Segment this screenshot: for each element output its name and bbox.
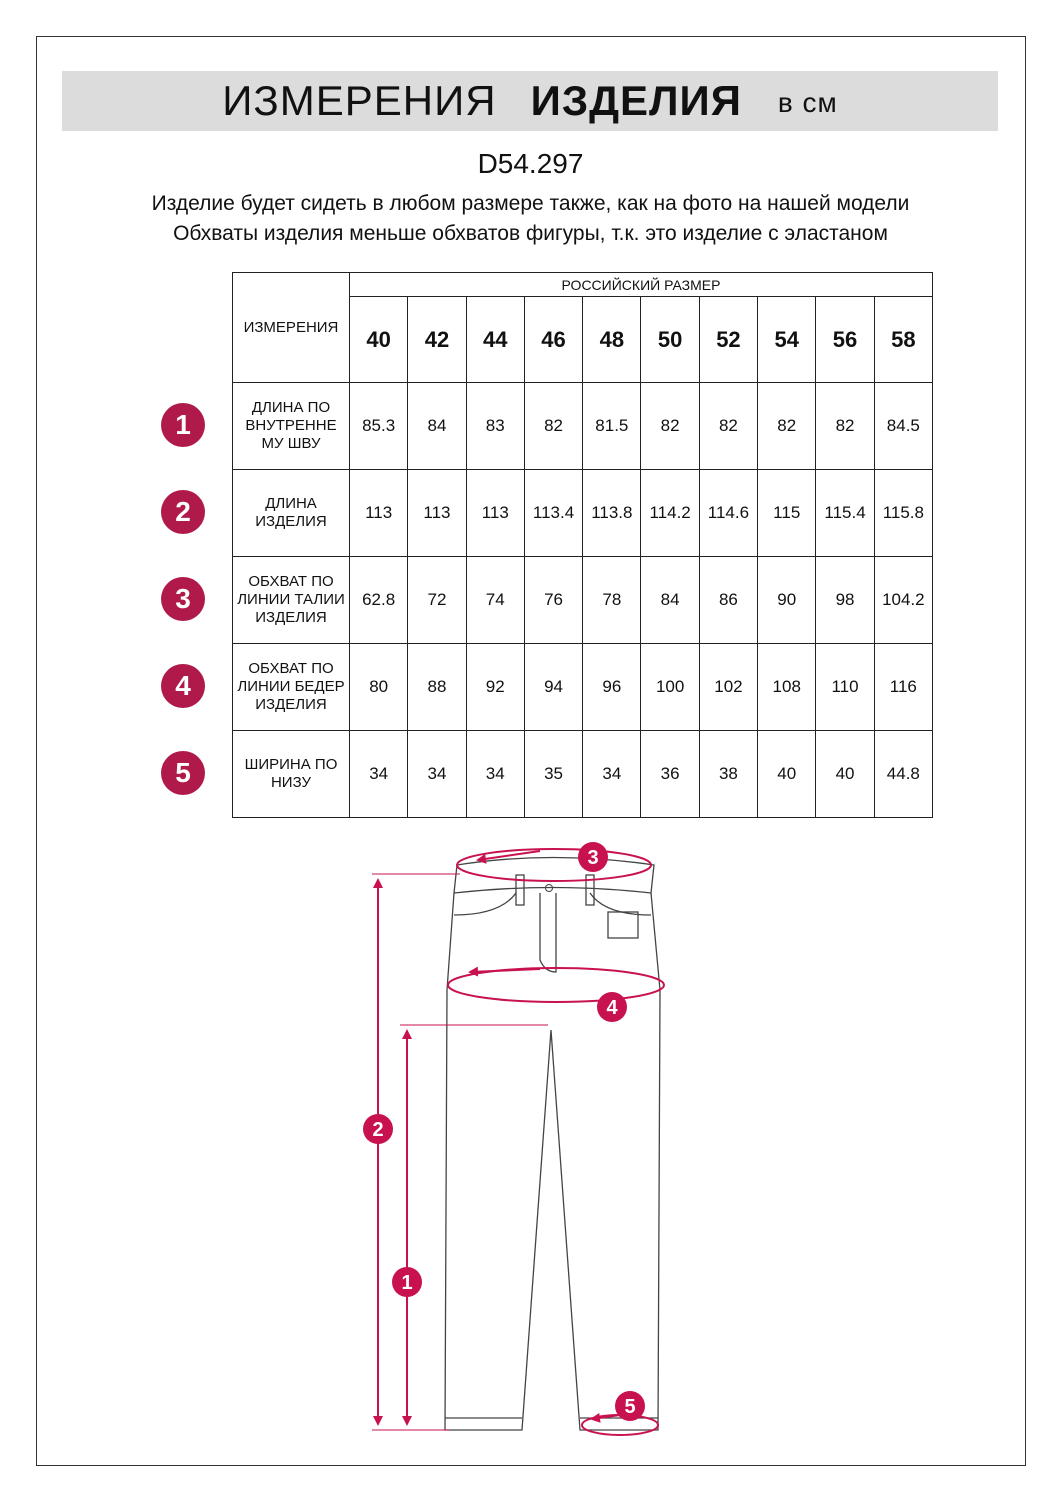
table-cell: 100: [641, 644, 699, 731]
table-cell: 113.8: [583, 470, 641, 557]
table-cell: 84: [408, 383, 466, 470]
marker-4-label: 4: [606, 997, 618, 1019]
marker-1: [392, 1267, 422, 1297]
size-header: 40: [350, 297, 408, 383]
row-badge-1: 1: [161, 403, 205, 447]
title-bold: ИЗДЕЛИЯ: [530, 77, 742, 124]
size-header: 56: [816, 297, 874, 383]
table-cell: 82: [524, 383, 582, 470]
table-cell: 114.2: [641, 470, 699, 557]
model-code: D54.297: [477, 148, 584, 179]
marker-2: [363, 1114, 393, 1144]
size-header: 46: [524, 297, 582, 383]
size-header: 44: [466, 297, 524, 383]
row-label: ДЛИНА ПО ВНУТРЕННЕ МУ ШВУ: [233, 383, 350, 470]
note-elastane: Обхваты изделия меньше обхватов фигуры, т.к. это изделие с эластаном: [173, 222, 888, 245]
table-cell: 62.8: [350, 557, 408, 644]
table-cell: 34: [408, 731, 466, 818]
table-cell: 96: [583, 644, 641, 731]
measurements-header: ИЗМЕРЕНИЯ: [233, 273, 350, 383]
title-unit: в см: [777, 87, 838, 118]
marker-5: [615, 1391, 645, 1421]
size-header: 52: [699, 297, 757, 383]
row-badge-3: 3: [161, 577, 205, 621]
table-cell: 108: [758, 644, 816, 731]
table-cell: 116: [874, 644, 932, 731]
table-cell: 82: [758, 383, 816, 470]
table-cell: 81.5: [583, 383, 641, 470]
table-cell: 98: [816, 557, 874, 644]
table-cell: 114.6: [699, 470, 757, 557]
table-cell: 34: [350, 731, 408, 818]
table-cell: 84: [641, 557, 699, 644]
table-cell: 34: [466, 731, 524, 818]
waist-ellipse: [457, 849, 651, 881]
row-label: ОБХВАТ ПО ЛИНИИ ТАЛИИ ИЗДЕЛИЯ: [233, 557, 350, 644]
table-cell: 84.5: [874, 383, 932, 470]
size-header: 42: [408, 297, 466, 383]
table-cell: 85.3: [350, 383, 408, 470]
table-cell: 90: [758, 557, 816, 644]
table-cell: 78: [583, 557, 641, 644]
table-cell: 113: [466, 470, 524, 557]
table-cell: 82: [699, 383, 757, 470]
table-cell: 40: [816, 731, 874, 818]
marker-5-label: 5: [624, 1396, 636, 1418]
table-cell: 82: [641, 383, 699, 470]
row-label: ДЛИНА ИЗДЕЛИЯ: [233, 470, 350, 557]
row-badge-4: 4: [161, 664, 205, 708]
row-badge-2: 2: [161, 490, 205, 534]
table-cell: 40: [758, 731, 816, 818]
table-cell: 36: [641, 731, 699, 818]
size-header: 54: [758, 297, 816, 383]
table-cell: 35: [524, 731, 582, 818]
table-cell: 86: [699, 557, 757, 644]
table-cell: 92: [466, 644, 524, 731]
table-cell: 113: [350, 470, 408, 557]
table-cell: 115: [758, 470, 816, 557]
size-header: 48: [583, 297, 641, 383]
table-cell: 110: [816, 644, 874, 731]
marker-4: [597, 992, 627, 1022]
table-cell: 76: [524, 557, 582, 644]
table-cell: 102: [699, 644, 757, 731]
table-cell: 115.4: [816, 470, 874, 557]
size-group-header: РОССИЙСКИЙ РАЗМЕР: [350, 273, 933, 297]
table-cell: 44.8: [874, 731, 932, 818]
table-cell: 80: [350, 644, 408, 731]
table-cell: 115.8: [874, 470, 932, 557]
table-cell: 83: [466, 383, 524, 470]
row-badge-5: 5: [161, 751, 205, 795]
marker-2-label: 2: [372, 1119, 384, 1141]
table-cell: 38: [699, 731, 757, 818]
row-label: ШИРИНА ПО НИЗУ: [233, 731, 350, 818]
table-cell: 113.4: [524, 470, 582, 557]
table-cell: 74: [466, 557, 524, 644]
title-regular: ИЗМЕРЕНИЯ: [222, 77, 497, 124]
note-fit: Изделие будет сидеть в любом размере также, как на фото на нашей модели: [151, 192, 910, 215]
pants-outline: [445, 858, 660, 1431]
size-header: 50: [641, 297, 699, 383]
marker-3: [578, 842, 608, 872]
table-cell: 82: [816, 383, 874, 470]
table-cell: 113: [408, 470, 466, 557]
row-label: ОБХВАТ ПО ЛИНИИ БЕДЕР ИЗДЕЛИЯ: [233, 644, 350, 731]
table-cell: 88: [408, 644, 466, 731]
marker-1-label: 1: [401, 1272, 413, 1294]
table-cell: 34: [583, 731, 641, 818]
hip-ellipse: [448, 968, 664, 1002]
marker-3-label: 3: [587, 847, 599, 869]
table-cell: 94: [524, 644, 582, 731]
size-header: 58: [874, 297, 932, 383]
table-cell: 104.2: [874, 557, 932, 644]
table-cell: 72: [408, 557, 466, 644]
